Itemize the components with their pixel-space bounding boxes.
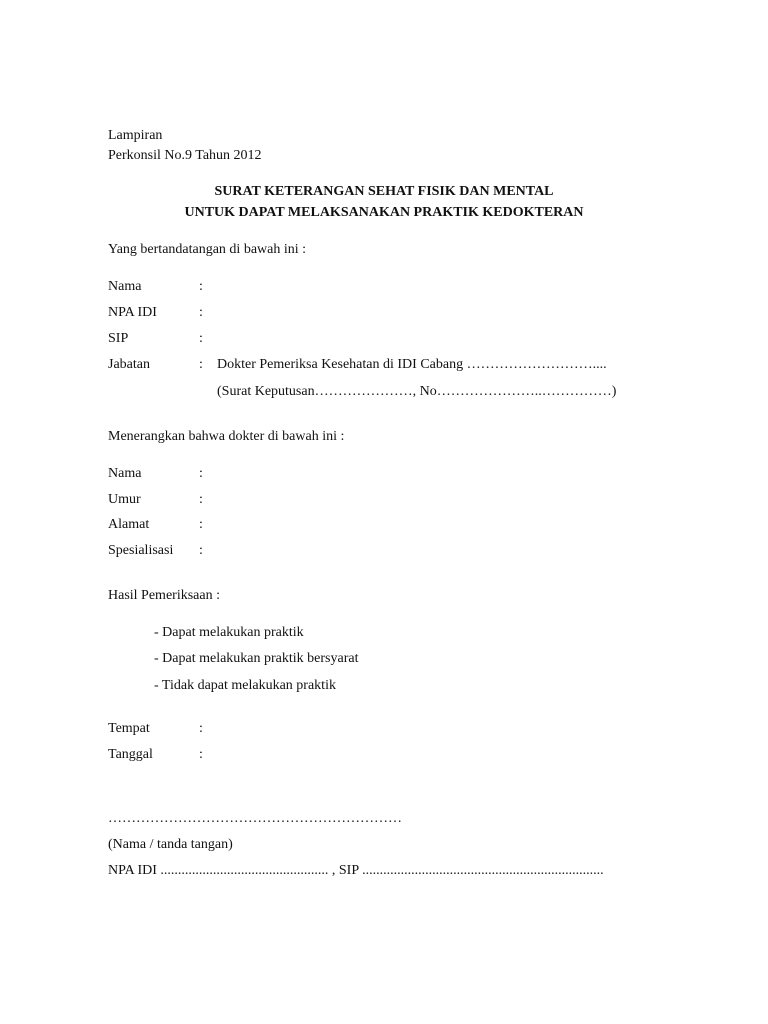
signatory-jabatan-label: Jabatan bbox=[108, 357, 150, 372]
tanggal-label: Tanggal bbox=[108, 747, 153, 762]
doctor-alamat-colon: : bbox=[199, 517, 203, 532]
tempat-label: Tempat bbox=[108, 721, 150, 736]
signatory-sip-colon: : bbox=[199, 331, 203, 346]
document-title-line1: SURAT KETERANGAN SEHAT FISIK DAN MENTAL bbox=[214, 184, 554, 199]
doctor-alamat-label: Alamat bbox=[108, 517, 150, 532]
intro-text: Yang bertandatangan di bawah ini : bbox=[108, 242, 307, 257]
signatory-npa-label: NPA IDI bbox=[108, 305, 157, 320]
signature-dotted-line: ……………………………………………………… bbox=[108, 811, 402, 826]
doctor-nama-colon: : bbox=[199, 466, 203, 481]
hasil-option-2: - Dapat melakukan praktik bersyarat bbox=[154, 651, 359, 666]
doctor-umur-colon: : bbox=[199, 492, 203, 507]
signatory-nama-label: Nama bbox=[108, 279, 142, 294]
hasil-option-3: - Tidak dapat melakukan praktik bbox=[154, 678, 336, 693]
signatory-jabatan-colon: : bbox=[199, 357, 203, 372]
statement-text: Menerangkan bahwa dokter di bawah ini : bbox=[108, 429, 345, 444]
signatory-jabatan-value: Dokter Pemeriksa Kesehatan di IDI Cabang ……………………….... bbox=[217, 357, 607, 372]
signatory-npa-colon: : bbox=[199, 305, 203, 320]
perkonsil-text: Perkonsil No.9 Tahun 2012 bbox=[108, 148, 262, 163]
doctor-spesialisasi-label: Spesialisasi bbox=[108, 543, 174, 558]
signatory-sk-value: (Surat Keputusan…………………, No…………………..……………) bbox=[217, 384, 617, 399]
signature-npa-sip-line: NPA IDI ................................................ , SIP ..................................................................... bbox=[108, 863, 604, 878]
doctor-spesialisasi-colon: : bbox=[199, 543, 203, 558]
document-title-line2: UNTUK DAPAT MELAKSANAKAN PRAKTIK KEDOKTERAN bbox=[184, 205, 584, 220]
doctor-nama-label: Nama bbox=[108, 466, 142, 481]
tanggal-colon: : bbox=[199, 747, 203, 762]
signatory-nama-colon: : bbox=[199, 279, 203, 294]
signature-name-caption: (Nama / tanda tangan) bbox=[108, 837, 233, 852]
lampiran-text: Lampiran bbox=[108, 128, 163, 143]
doctor-umur-label: Umur bbox=[108, 492, 141, 507]
tempat-colon: : bbox=[199, 721, 203, 736]
hasil-option-1: - Dapat melakukan praktik bbox=[154, 625, 304, 640]
hasil-heading: Hasil Pemeriksaan : bbox=[108, 588, 220, 603]
signatory-sip-label: SIP bbox=[108, 331, 129, 346]
